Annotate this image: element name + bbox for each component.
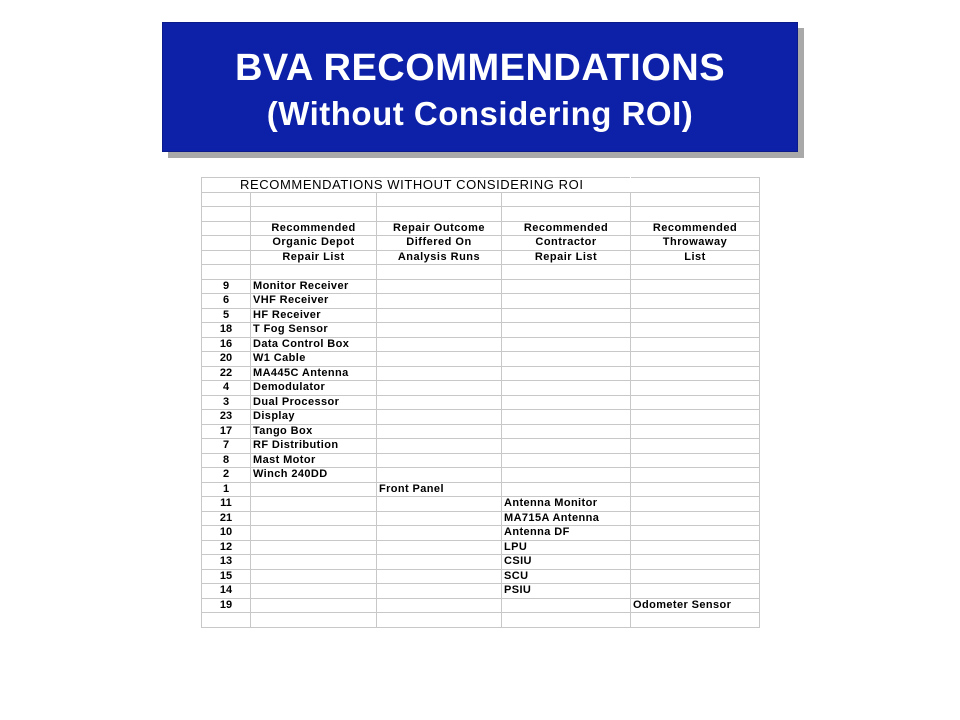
item-number: 12 (202, 540, 251, 555)
item-name (502, 323, 631, 338)
column-header: Recommended (631, 221, 760, 236)
column-header: Recommended (502, 221, 631, 236)
item-name (251, 482, 377, 497)
table-row (202, 410, 760, 425)
item-name (631, 352, 760, 367)
item-number: 20 (202, 352, 251, 367)
item-number: 18 (202, 323, 251, 338)
item-name (631, 453, 760, 468)
table-cell (631, 265, 760, 280)
table-row (202, 381, 760, 396)
item-name: Monitor Receiver (251, 279, 377, 294)
header-row (202, 221, 760, 236)
table-cell (502, 613, 631, 628)
item-name (251, 526, 377, 541)
table-row (202, 279, 760, 294)
item-name (251, 598, 377, 613)
table-row (202, 395, 760, 410)
item-name (377, 424, 502, 439)
table-cell (251, 613, 377, 628)
table-cell (251, 265, 377, 280)
item-name (631, 482, 760, 497)
item-name (251, 540, 377, 555)
table-cell (502, 207, 631, 222)
item-name (502, 453, 631, 468)
item-name: MA445C Antenna (251, 366, 377, 381)
item-name (631, 381, 760, 396)
item-name: PSIU (502, 584, 631, 599)
item-number: 3 (202, 395, 251, 410)
table-row (202, 352, 760, 367)
item-name (631, 337, 760, 352)
item-name (631, 555, 760, 570)
blank-row (202, 613, 760, 628)
item-number: 4 (202, 381, 251, 396)
item-name: Data Control Box (251, 337, 377, 352)
item-name: SCU (502, 569, 631, 584)
item-name (631, 511, 760, 526)
item-name (502, 598, 631, 613)
item-name: HF Receiver (251, 308, 377, 323)
item-name (377, 584, 502, 599)
header-row (202, 236, 760, 251)
table-row (202, 540, 760, 555)
item-name (502, 366, 631, 381)
title-subtitle: (Without Considering ROI) (266, 95, 694, 132)
table-row (202, 482, 760, 497)
table-row (202, 511, 760, 526)
item-name: LPU (502, 540, 631, 555)
item-name (631, 366, 760, 381)
item-number: 5 (202, 308, 251, 323)
item-number: 16 (202, 337, 251, 352)
table-row (202, 584, 760, 599)
blank-row (202, 207, 760, 222)
table-row (202, 337, 760, 352)
item-name (631, 308, 760, 323)
table-cell (251, 192, 377, 207)
column-header: Analysis Runs (377, 250, 502, 265)
item-name (631, 468, 760, 483)
item-name (502, 337, 631, 352)
column-header: Repair List (251, 250, 377, 265)
item-number: 2 (202, 468, 251, 483)
item-name (502, 395, 631, 410)
column-header: List (631, 250, 760, 265)
item-name (631, 395, 760, 410)
item-name (631, 569, 760, 584)
item-name: Dual Processor (251, 395, 377, 410)
item-name (631, 540, 760, 555)
table-row (202, 439, 760, 454)
table-row (202, 308, 760, 323)
item-name: RF Distribution (251, 439, 377, 454)
item-name (377, 323, 502, 338)
item-name (377, 497, 502, 512)
item-name (377, 439, 502, 454)
item-name (631, 410, 760, 425)
item-number: 13 (202, 555, 251, 570)
item-number: 15 (202, 569, 251, 584)
item-name: VHF Receiver (251, 294, 377, 309)
item-name: Display (251, 410, 377, 425)
table-row (202, 453, 760, 468)
item-name: Demodulator (251, 381, 377, 396)
column-header: Throwaway (631, 236, 760, 251)
table-cell (631, 192, 760, 207)
item-name: Front Panel (377, 482, 502, 497)
item-number: 23 (202, 410, 251, 425)
item-name (251, 584, 377, 599)
item-name (631, 497, 760, 512)
item-name (631, 323, 760, 338)
item-name: Antenna Monitor (502, 497, 631, 512)
column-header: Differed On (377, 236, 502, 251)
item-number: 8 (202, 453, 251, 468)
item-name (377, 555, 502, 570)
table-cell (502, 192, 631, 207)
item-name (251, 511, 377, 526)
item-name: Antenna DF (502, 526, 631, 541)
item-name (377, 366, 502, 381)
table-cell (202, 192, 251, 207)
item-name (502, 410, 631, 425)
table-row (202, 526, 760, 541)
item-number: 7 (202, 439, 251, 454)
column-header: Organic Depot (251, 236, 377, 251)
item-name: MA715A Antenna (502, 511, 631, 526)
table-cell (377, 265, 502, 280)
item-number: 6 (202, 294, 251, 309)
item-name (502, 439, 631, 454)
table-cell (202, 250, 251, 265)
table-row (202, 366, 760, 381)
table-cell (631, 613, 760, 628)
item-name (251, 555, 377, 570)
table-cell (202, 236, 251, 251)
item-number: 9 (202, 279, 251, 294)
item-name (377, 294, 502, 309)
item-name (377, 308, 502, 323)
item-name: Odometer Sensor (631, 598, 760, 613)
table-cell (202, 613, 251, 628)
table-row (202, 497, 760, 512)
column-header: Repair Outcome (377, 221, 502, 236)
item-number: 19 (202, 598, 251, 613)
item-name (631, 279, 760, 294)
blank-row (202, 265, 760, 280)
table-row (202, 323, 760, 338)
column-header: Contractor (502, 236, 631, 251)
item-name (377, 395, 502, 410)
item-name (377, 453, 502, 468)
table-cell (631, 178, 760, 193)
item-number: 1 (202, 482, 251, 497)
recommendations-table (201, 177, 760, 628)
item-name (502, 308, 631, 323)
item-name (377, 598, 502, 613)
item-name (377, 352, 502, 367)
table-row (202, 569, 760, 584)
table-cell (502, 265, 631, 280)
item-name (631, 424, 760, 439)
item-name (251, 497, 377, 512)
column-header: Recommended (251, 221, 377, 236)
item-name: T Fog Sensor (251, 323, 377, 338)
item-name (502, 424, 631, 439)
item-name (502, 294, 631, 309)
title-main: BVA RECOMMENDATIONS (234, 47, 726, 89)
item-name (502, 279, 631, 294)
item-name (502, 381, 631, 396)
column-header: Repair List (502, 250, 631, 265)
item-name (377, 381, 502, 396)
table-cell (377, 192, 502, 207)
item-number: 14 (202, 584, 251, 599)
table-row (202, 424, 760, 439)
caption-row (202, 178, 760, 193)
item-name (502, 352, 631, 367)
item-name (631, 294, 760, 309)
item-name (631, 439, 760, 454)
item-name (377, 468, 502, 483)
table-cell (377, 613, 502, 628)
table-cell (377, 207, 502, 222)
item-name (502, 468, 631, 483)
item-name (377, 540, 502, 555)
table-cell (202, 221, 251, 236)
table-cell (202, 265, 251, 280)
item-name: Mast Motor (251, 453, 377, 468)
item-name (377, 526, 502, 541)
table-row (202, 555, 760, 570)
item-name (631, 526, 760, 541)
item-number: 17 (202, 424, 251, 439)
title-banner (162, 22, 798, 152)
item-name: W1 Cable (251, 352, 377, 367)
item-number: 10 (202, 526, 251, 541)
table-cell (251, 207, 377, 222)
item-name (377, 569, 502, 584)
item-name (377, 511, 502, 526)
item-name (377, 279, 502, 294)
item-name: CSIU (502, 555, 631, 570)
item-name: Winch 240DD (251, 468, 377, 483)
item-number: 11 (202, 497, 251, 512)
item-name (502, 482, 631, 497)
item-number: 21 (202, 511, 251, 526)
table-row (202, 468, 760, 483)
table-cell (631, 207, 760, 222)
item-name (631, 584, 760, 599)
table-row (202, 598, 760, 613)
table-caption: RECOMMENDATIONS WITHOUT CONSIDERING ROI (202, 178, 631, 193)
item-name (377, 337, 502, 352)
item-name (377, 410, 502, 425)
blank-row (202, 192, 760, 207)
item-name (251, 569, 377, 584)
table-row (202, 294, 760, 309)
table-cell (202, 207, 251, 222)
header-row (202, 250, 760, 265)
item-number: 22 (202, 366, 251, 381)
item-name: Tango Box (251, 424, 377, 439)
